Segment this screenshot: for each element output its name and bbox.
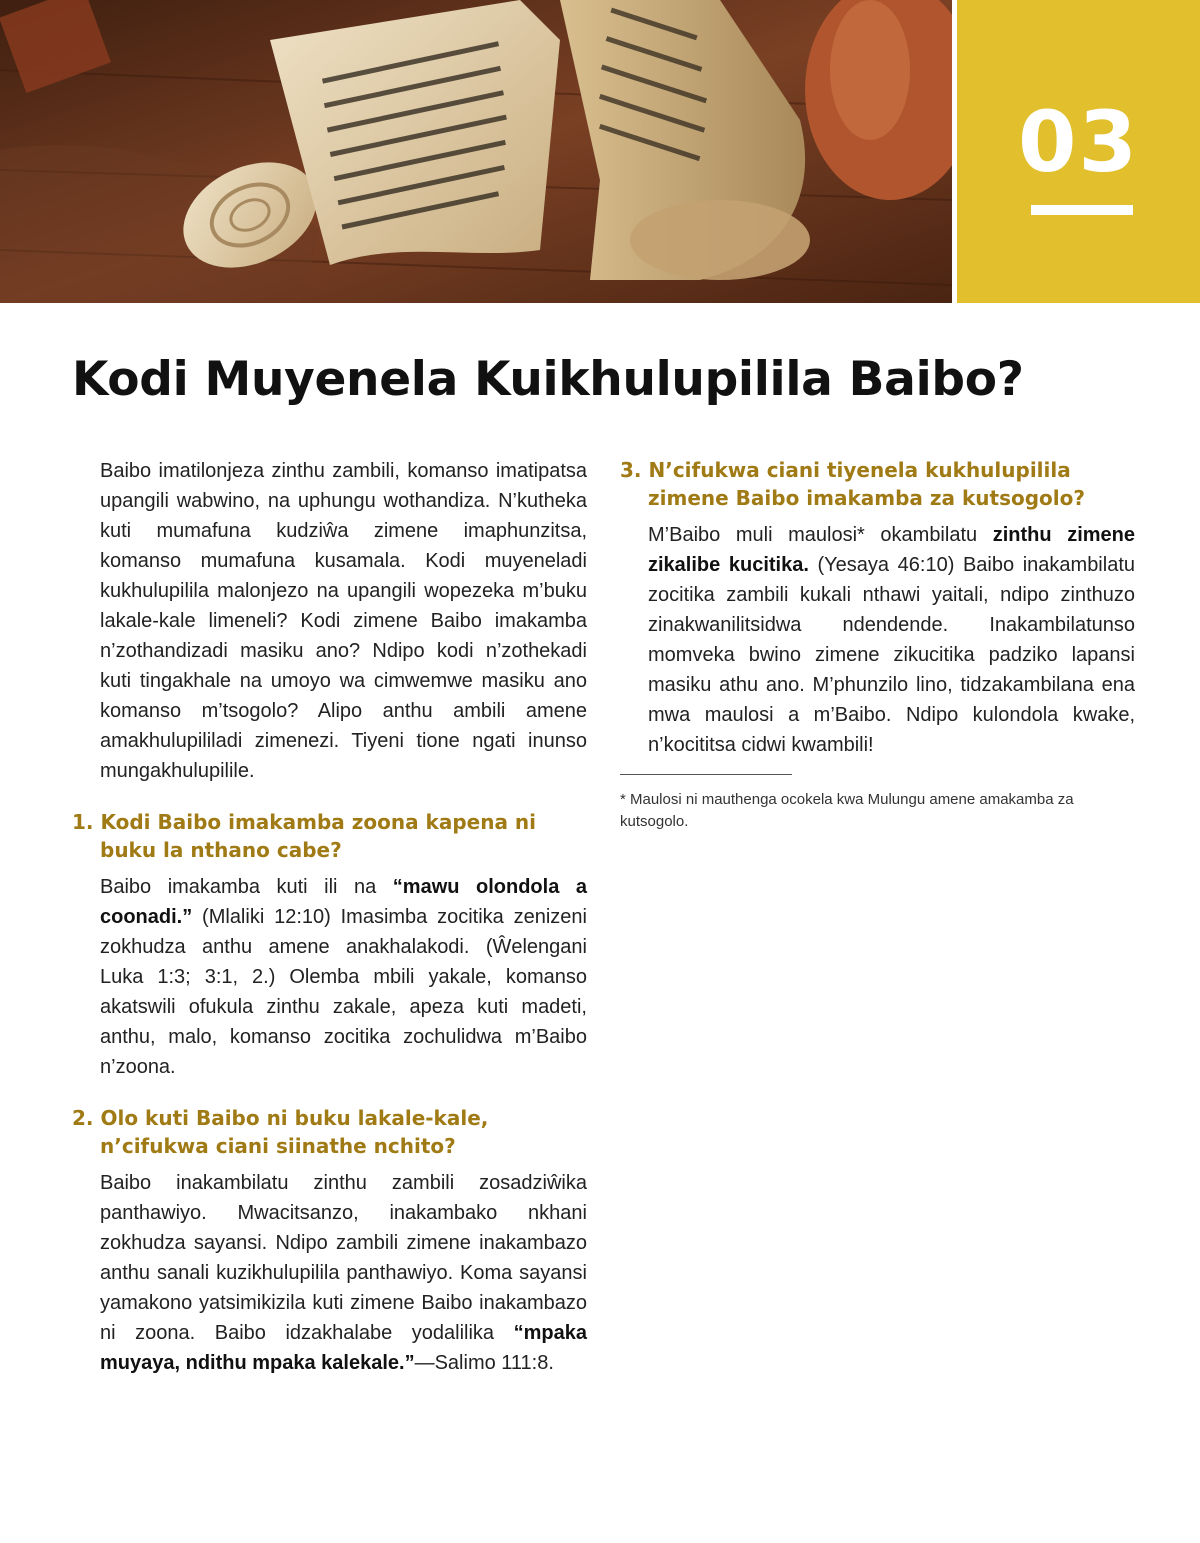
section-2-text: Baibo inakambilatu zinthu zambili zosadziŵika panthawiyo. Mwacitsanzo, inakambako nkhani zokhudza sayansi. Ndipo zambili zimene inakambazo anthu sanali kuzikhulupilila panthawiyo. Koma sayansi yamakono yatsimikizila kuti zimene Baibo inakambazo ni zoona. Baibo idzakhalabe yodalilika [100,1172,587,1344]
left-column [72,456,587,1378]
section-1-paragraph [100,872,587,1082]
section-3-text: M’Baibo muli maulosi* okambilatu [648,524,993,546]
chapter-underline [1031,205,1133,215]
page-title: Kodi Muyenela Kuikhulupilila Baibo? [72,352,1024,407]
section-2 [72,1104,587,1378]
section-3-paragraph [648,520,1135,760]
header-photo [0,0,952,303]
right-column [620,456,1135,833]
section-3-quote: zinthu zimene zikalibe kucitika. [648,524,1135,576]
chapter-number: 03 [1018,93,1139,191]
footnote-divider [620,774,792,775]
question-3-heading: 3. N’cifukwa ciani tiyenela kukhulupilila zimene Baibo imakamba za kutsogolo? [620,458,1085,510]
footnote: * Maulosi ni mauthenga ocokela kwa Mulungu amene amakamba za kutsogolo. [620,791,1074,830]
question-2-heading: 2. Olo kuti Baibo ni buku lakale-kale, n’cifukwa ciani siinathe nchito? [72,1106,489,1158]
section-1-text-after: (Mlaliki 12:10) Imasimba zocitika zenizeni zokhudza anthu amene anakhalakodi. (Ŵelengani Luka 1:3; 3:1, 2.) Olemba mbili yakale, komanso akatswili ofukula zinthu zakale, apeza kuti madeti, anthu, malo, komanso zocitika zochulidwa m’Baibo n’zoona. [100,906,587,1078]
intro-paragraph: Baibo imatilonjeza zinthu zambili, komanso imatipatsa upangili wabwino, na uphungu wothandiza. N’kutheka kuti mumafuna kudziŵa zimene imaphunzitsa, komanso mumafuna kusamala. Kodi muyeneladi kukhulupilila malonjezo na upangili wopezeka m’buku lakale-kale limeneli? Kodi zimene Baibo imakamba n’zothandizadi masiku ano? Ndipo kodi n’zothekadi kuti tingakhale na umoyo wa cimwemwe masiku ano komanso m’tsogolo? Alipo anthu ambili amene amakhulupililadi zimenezi. Tiyeni tione ngati inunso mungakhulupilile. [100,460,587,782]
chapter-badge [957,0,1200,303]
section-1-text: Baibo imakamba kuti ili na [100,876,393,898]
section-2-quote: “mpaka muyaya, ndithu mpaka kalekale.” [100,1322,587,1374]
section-2-paragraph [100,1168,587,1378]
section-1 [72,808,587,1082]
section-3-text-after: (Yesaya 46:10) Baibo inakambilatu zocitika zambili kukali nthawi yaitali, ndipo zinthuzo zinakwanilitsidwa ndendende. Inakambilatunso momveka bwino zimene zikucitika padziko lapansi masiku athu ano. M’phunzilo lino, tidzakambilana ena mwa maulosi a m’Baibo. Ndipo kulondola kwake, n’kocititsa cidwi kwambili! [648,554,1135,756]
question-1-heading: 1. Kodi Baibo imakamba zoona kapena ni buku la nthano cabe? [72,810,537,862]
scroll-photo-icon [0,0,952,303]
section-2-text-after: —Salimo 111:8. [414,1352,554,1374]
section-3 [620,456,1135,760]
section-1-quote: “mawu olondola a coonadi.” [100,876,587,928]
